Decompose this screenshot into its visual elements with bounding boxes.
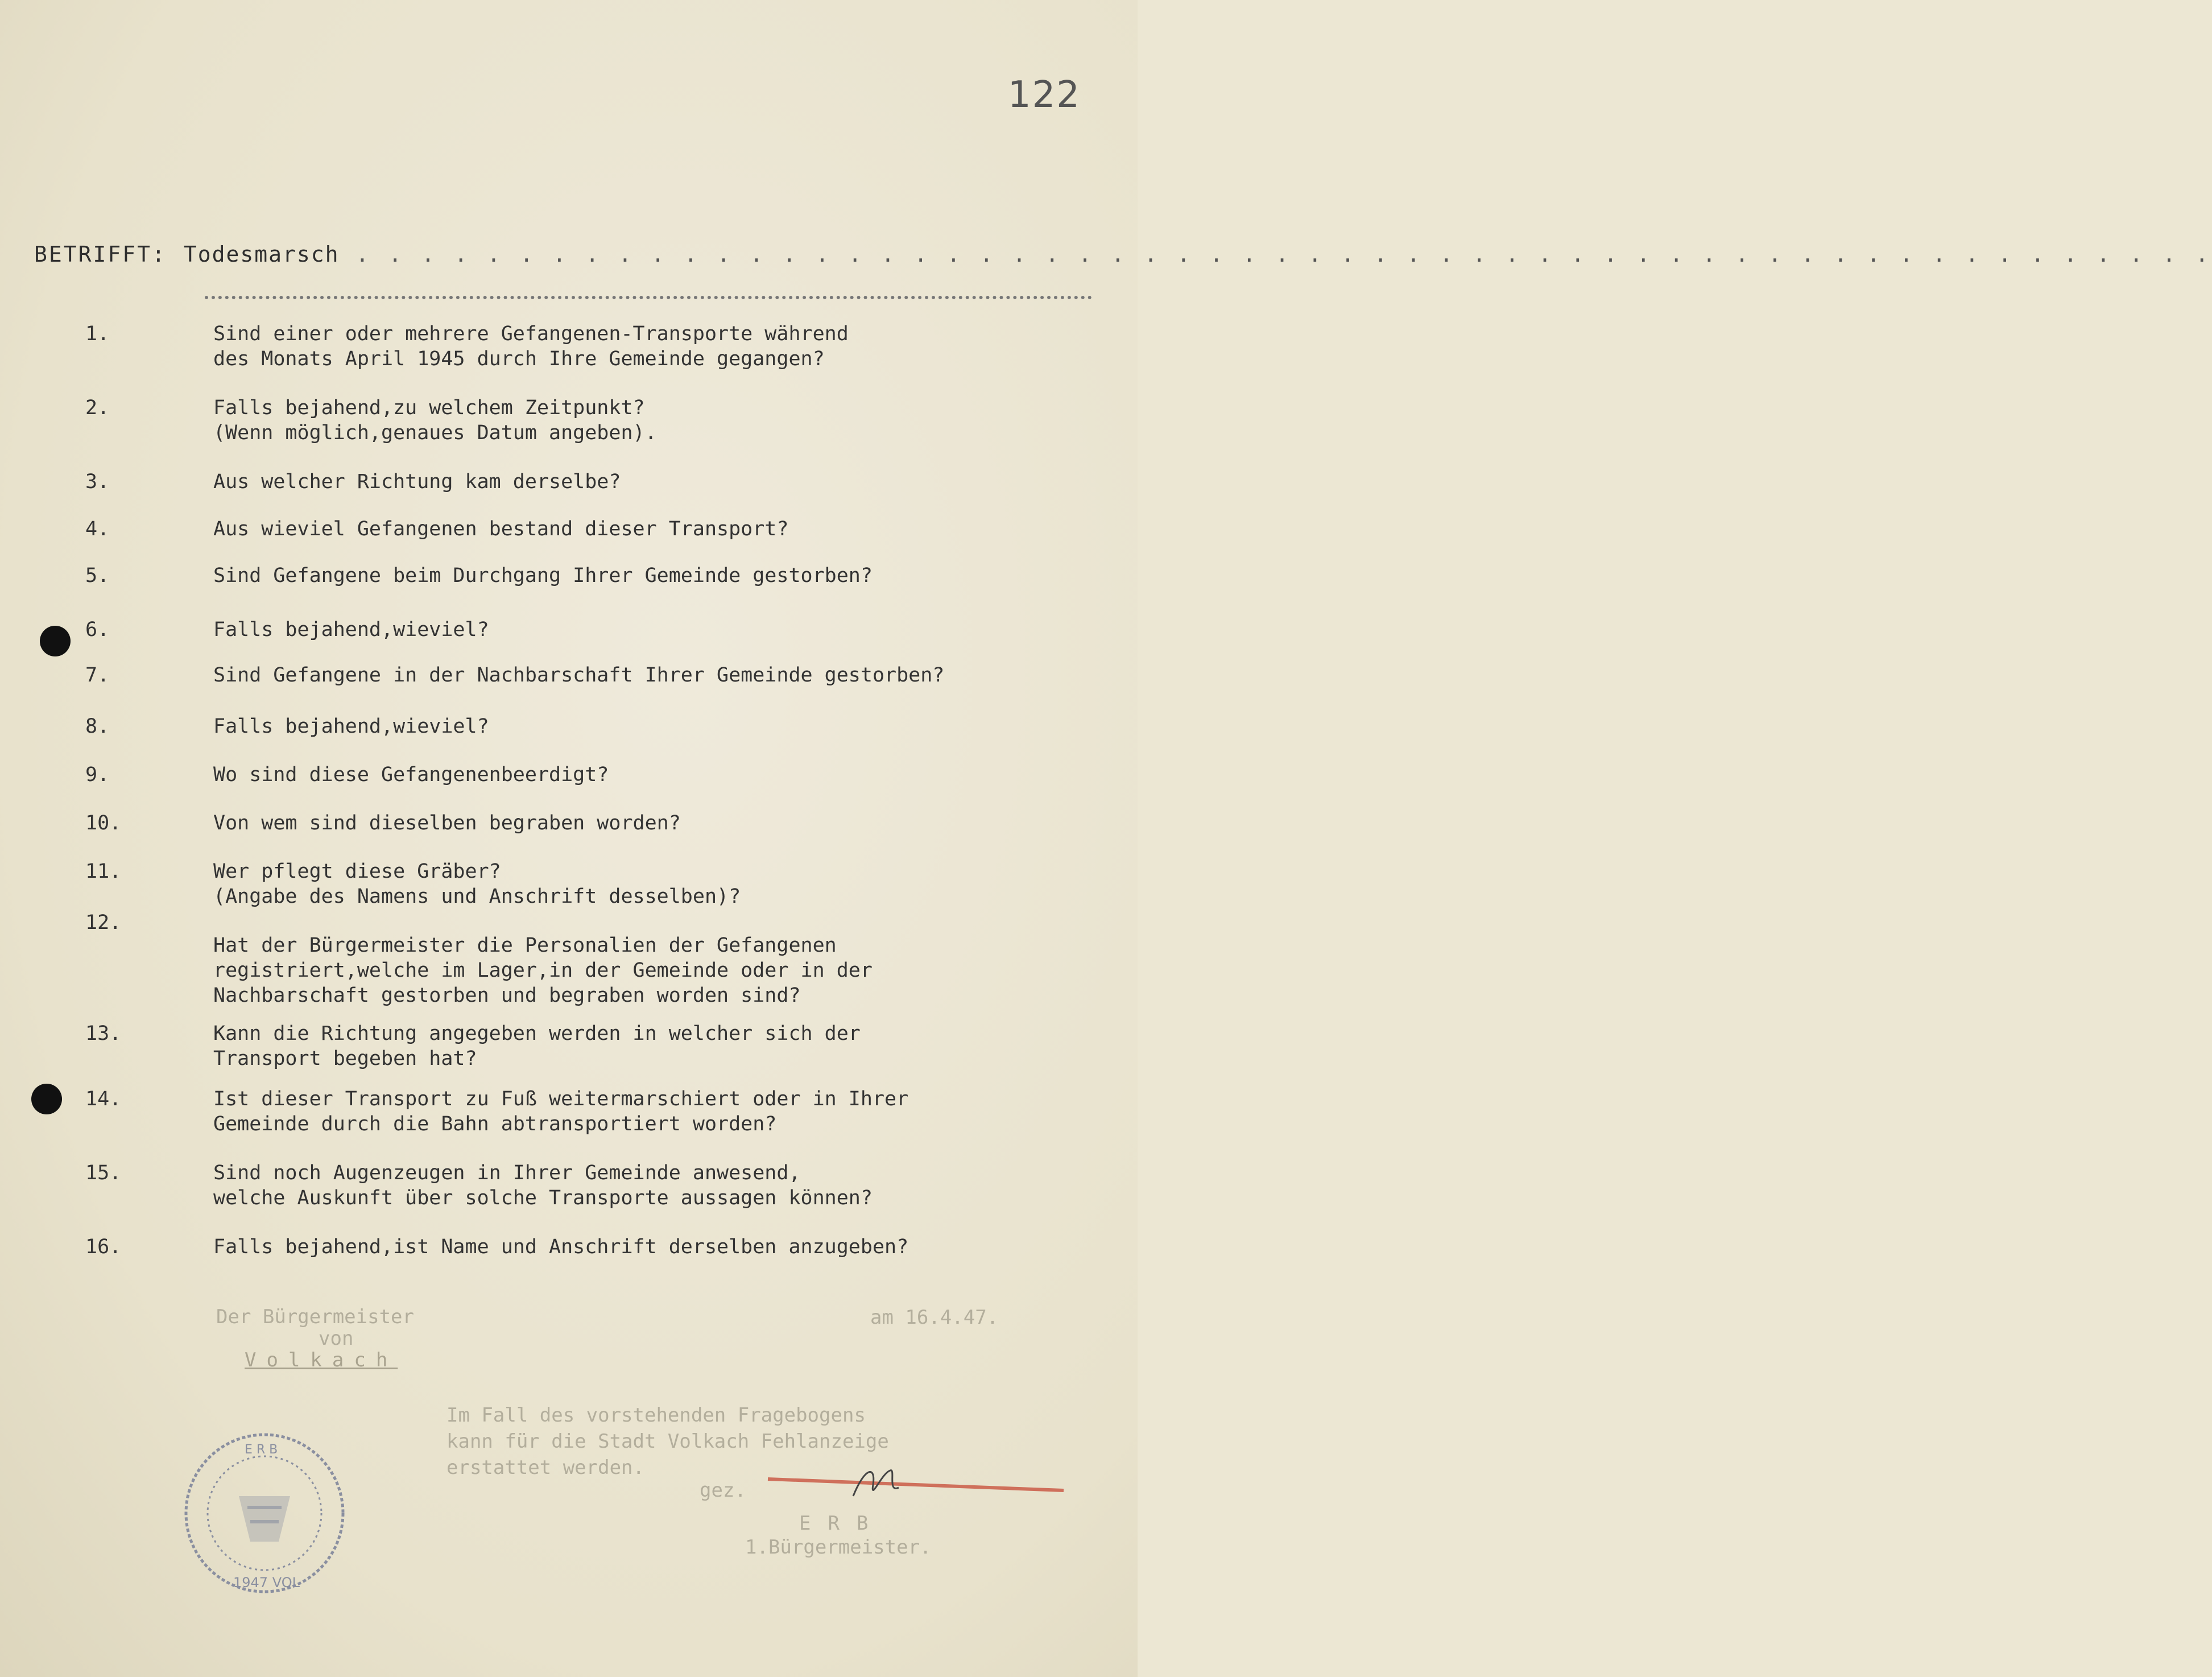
question-number: 13. bbox=[85, 1022, 122, 1045]
signer-title: 1.Bürgermeister. bbox=[745, 1536, 932, 1559]
question-text: Falls bejahend,ist Name und Anschrift derselben anzugeben? bbox=[213, 1236, 909, 1258]
question-text: Sind Gefangene beim Durchgang Ihrer Gemeinde gestorben? bbox=[213, 564, 873, 587]
question-number: 1. bbox=[85, 323, 110, 345]
question-text: Aus welcher Richtung kam derselbe? bbox=[213, 470, 621, 493]
question-text: Falls bejahend,zu welchem Zeitpunkt? (Wenn möglich,genaues Datum angeben). bbox=[213, 396, 657, 444]
document-date: am 16.4.47. bbox=[870, 1306, 999, 1329]
question-number: 3. bbox=[85, 470, 110, 493]
question-text: Falls bejahend,wieviel? bbox=[213, 715, 489, 738]
page-number: 122 bbox=[1007, 74, 1081, 116]
punch-hole bbox=[40, 626, 71, 656]
question-number: 16. bbox=[85, 1236, 122, 1258]
subject-label: BETRIFFT: bbox=[34, 242, 167, 267]
question-number: 5. bbox=[85, 564, 110, 587]
subject-value: Todesmarsch bbox=[183, 242, 340, 267]
subject-line bbox=[34, 242, 2212, 267]
question-text: Wer pflegt diese Gräber? (Angabe des Namens und Anschrift desselben)? bbox=[213, 860, 741, 908]
question-number: 12. bbox=[85, 911, 122, 934]
question-text: Von wem sind dieselben begraben worden? bbox=[213, 812, 681, 835]
question-number: 7. bbox=[85, 664, 110, 687]
question-text: Sind Gefangene in der Nachbarschaft Ihrer Gemeinde gestorben? bbox=[213, 664, 945, 687]
question-text: Aus wieviel Gefangenen bestand dieser Transport? bbox=[213, 518, 789, 540]
svg-text:1947 VOL: 1947 VOL bbox=[233, 1575, 300, 1591]
question-text: Wo sind diese Gefangenenbeerdigt? bbox=[213, 763, 609, 786]
question-number: 9. bbox=[85, 763, 110, 786]
punch-hole bbox=[31, 1084, 62, 1114]
question-text: Ist dieser Transport zu Fuß weitermarschiert oder in Ihrer Gemeinde durch die Bahn abtransportiert worden? bbox=[213, 1088, 909, 1135]
question-number: 10. bbox=[85, 812, 122, 835]
negative-report-note: Im Fall des vorstehenden Fragebogens kann für die Stadt Volkach Fehlanzeige erstattet werden. bbox=[446, 1404, 889, 1479]
svg-text:E R B: E R B bbox=[245, 1443, 278, 1457]
question-text: Sind noch Augenzeugen in Ihrer Gemeinde anwesend, welche Auskunft über solche Transporte aussagen können? bbox=[213, 1162, 873, 1209]
sender-title: Der Bürgermeister bbox=[216, 1306, 414, 1328]
dotted-leader: . . . . . . . . . . . . . . . . . . . . . . . . . . . . . . . . . . . . . . . . . . . . . . . . . . . . . . . . . bbox=[339, 242, 2212, 267]
signer-initials: ERB bbox=[799, 1512, 886, 1535]
signed-gez: gez. bbox=[700, 1479, 746, 1502]
dotted-rule bbox=[205, 296, 1092, 303]
official-stamp-icon bbox=[182, 1428, 347, 1598]
question-number: 14. bbox=[85, 1088, 122, 1110]
question-text: Sind einer oder mehrere Gefangenen-Transporte während des Monats April 1945 durch Ihre Gemeinde gegangen? bbox=[213, 323, 849, 370]
question-text: Falls bejahend,wieviel? bbox=[213, 618, 489, 641]
red-pencil-line-icon bbox=[768, 1462, 1064, 1507]
sender-block bbox=[216, 1306, 414, 1371]
sender-von: von bbox=[319, 1327, 354, 1350]
question-number: 11. bbox=[85, 860, 122, 883]
question-number: 8. bbox=[85, 715, 110, 738]
question-number: 4. bbox=[85, 518, 110, 540]
question-text: Hat der Bürgermeister die Personalien der Gefangenen registriert,welche im Lager,in der Gemeinde oder in der Nachbarschaft gestorben und begraben worden sind? bbox=[213, 934, 873, 1007]
question-number: 6. bbox=[85, 618, 110, 641]
sender-town: Volkach bbox=[245, 1349, 398, 1372]
question-number: 2. bbox=[85, 396, 110, 419]
question-number: 15. bbox=[85, 1162, 122, 1184]
question-text: Kann die Richtung angegeben werden in welcher sich der Transport begeben hat? bbox=[213, 1022, 861, 1070]
